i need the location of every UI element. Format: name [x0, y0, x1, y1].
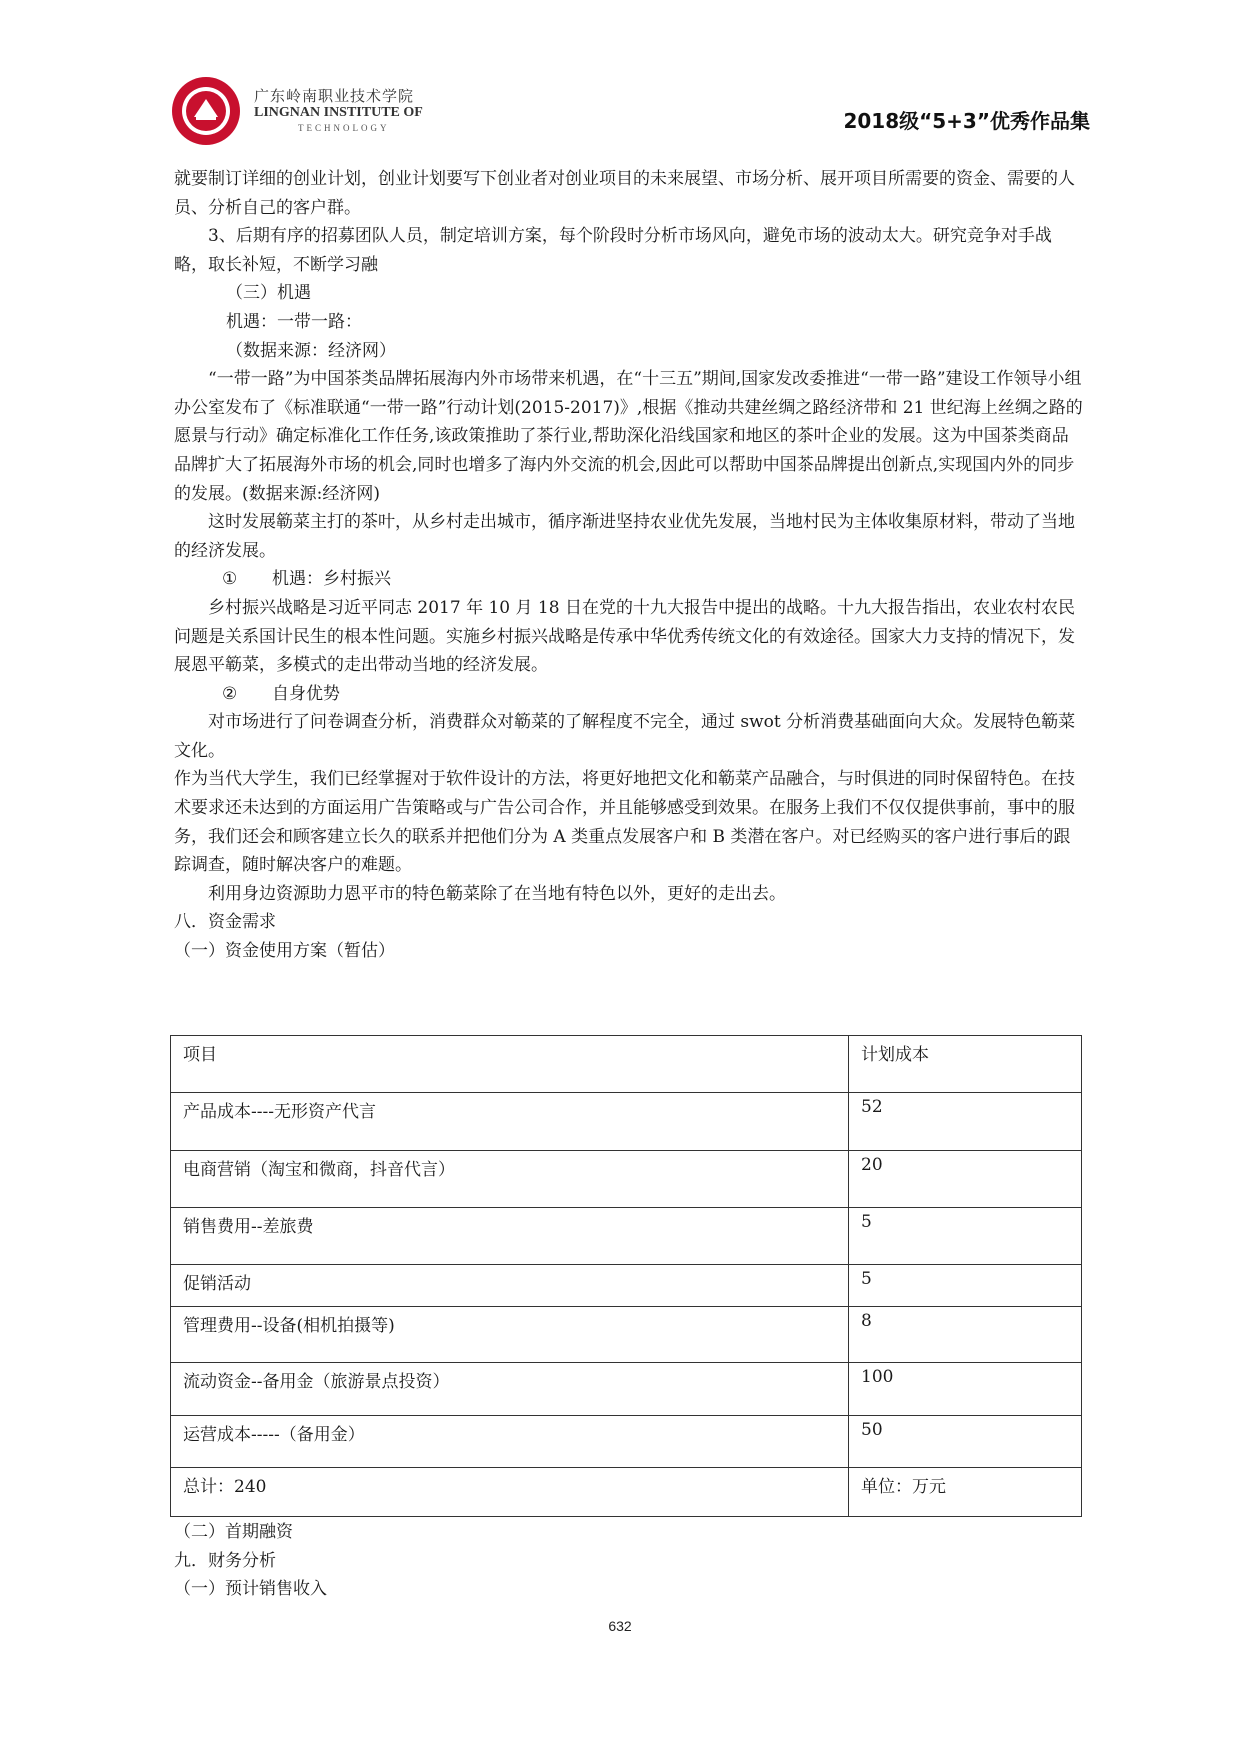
table-row — [171, 1151, 1082, 1208]
page-header — [170, 75, 1090, 145]
paragraph: 对市场进行了问卷调查分析，消费群众对簕菜的了解程度不完全，通过 swot 分析消费基础面向大众。发展特色簕菜文化。 — [174, 712, 1076, 761]
table-cell: 单位：万元 — [849, 1468, 1082, 1517]
table-row — [171, 1307, 1082, 1363]
paragraph: 利用身边资源助力恩平市的特色簕菜除了在当地有特色以外，更好的走出去。 — [208, 883, 786, 904]
school-logo-icon — [170, 75, 242, 147]
table-row — [171, 1265, 1082, 1307]
paragraph: 乡村振兴战略是习近平同志 2017 年 10 月 18 日在党的十九大报告中提出的战略。十九大报告指出，农业农村农民问题是关系国计民生的根本性问题。实施乡村振兴战略是传承中华优秀传统文化的有效途径。国家大力支持的情况下，发展恩平簕菜，多模式的走出带动当地的经济发展。 — [174, 597, 1075, 676]
table-cell: 流动资金--备用金（旅游景点投资） — [171, 1363, 849, 1416]
table-cell: 52 — [849, 1093, 1082, 1151]
numbered-heading — [174, 565, 1084, 594]
table-cell: 运营成本-----（备用金） — [171, 1416, 849, 1468]
table-cell: 5 — [849, 1265, 1082, 1307]
paragraph: 作为当代大学生，我们已经掌握对于软件设计的方法，将更好地把文化和簕菜产品融合，与时俱进的同时保留特色。在技术要求还未达到的方面运用广告策略或与广告公司合作，并且能够感受到效果。在服务上我们不仅仅提供事前，事中的服务，我们还会和顾客建立长久的联系并把他们分为 A 类重点发展客户和 B 类潜在客户。对已经购买的客户进行事后的跟踪调查，随时解决客户的难题。 — [174, 769, 1075, 876]
numbered-heading — [174, 680, 1084, 709]
table-cell: 销售费用--差旅费 — [171, 1208, 849, 1265]
numbered-heading-text: 机遇：乡村振兴 — [272, 569, 391, 590]
section-heading: （二）首期融资 — [174, 1522, 293, 1542]
section-heading: （一）资金使用方案（暂估） — [174, 941, 395, 962]
paragraph: 机遇：一带一路： — [226, 311, 362, 332]
table-cell: 8 — [849, 1307, 1082, 1363]
table-cell: 管理费用--设备(相机拍摄等) — [171, 1307, 849, 1363]
page-number: 632 — [608, 1618, 632, 1634]
circled-number: ② — [222, 683, 238, 704]
body-text — [174, 165, 1084, 966]
table-cell: 50 — [849, 1416, 1082, 1468]
table-row — [171, 1363, 1082, 1416]
after-table-text — [174, 1518, 1074, 1604]
section-heading: （三）机遇 — [226, 283, 311, 304]
table-total-row — [171, 1468, 1082, 1517]
table-cell: 电商营销（淘宝和微商，抖音代言） — [171, 1151, 849, 1208]
school-name-en-line2: TECHNOLOGY — [298, 123, 390, 133]
circled-number: ① — [222, 569, 238, 590]
table-cell: 20 — [849, 1151, 1082, 1208]
table-row — [171, 1093, 1082, 1151]
paragraph: 这时发展簕菜主打的茶叶，从乡村走出城市，循序渐进坚持农业优先发展，当地村民为主体收集原材料，带动了当地的经济发展。 — [174, 512, 1075, 561]
table-header-row — [171, 1036, 1082, 1093]
table-cell: 计划成本 — [849, 1036, 1082, 1093]
school-name-en: LINGNAN INSTITUTE OF — [254, 105, 423, 120]
paragraph: （数据来源：经济网） — [226, 340, 396, 361]
section-heading: 八．资金需求 — [174, 912, 276, 933]
table-row — [171, 1208, 1082, 1265]
school-name-cn: 广东岭南职业技术学院 — [254, 87, 415, 105]
paragraph: 就要制订详细的创业计划，创业计划要写下创业者对创业项目的未来展望、市场分析、展开项目所需要的资金、需要的人员、分析自己的客户群。 — [174, 169, 1075, 218]
table-cell: 促销活动 — [171, 1265, 849, 1307]
funding-table — [170, 1035, 1082, 1517]
section-heading: （一）预计销售收入 — [174, 1579, 327, 1600]
table-cell: 项目 — [171, 1036, 849, 1093]
table-cell: 产品成本----无形资产代言 — [171, 1093, 849, 1151]
numbered-heading-text: 自身优势 — [272, 683, 340, 704]
collection-title: 2018级“5+3”优秀作品集 — [843, 109, 1090, 133]
table-cell: 总计：240 — [171, 1468, 849, 1517]
section-heading: 九．财务分析 — [174, 1550, 276, 1571]
table-row — [171, 1416, 1082, 1468]
paragraph: “一带一路”为中国茶类品牌拓展海内外市场带来机遇，在“十三五”期间,国家发改委推进“一带一路”建设工作领导小组办公室发布了《标准联通“一带一路”行动计划(2015-2017)》,根据《推动共建丝绸之路经济带和 21 世纪海上丝绸之路的愿景与行动》确定标准化工作任务,该政策推助了茶行业,帮助深化沿线国家和地区的茶叶企业的发展。这为中国茶类商品品牌扩大了拓展海外市场的机会,同时也增多了海内外交流的机会,因此可以帮助中国茶品牌提出创新点,实现国内外的同步的发展。(数据来源:经济网) — [174, 369, 1083, 504]
table-cell: 5 — [849, 1208, 1082, 1265]
table-cell: 100 — [849, 1363, 1082, 1416]
paragraph: 3、后期有序的招募团队人员，制定培训方案，每个阶段时分析市场风向，避免市场的波动太大。研究竞争对手战略，取长补短，不断学习融 — [174, 226, 1052, 275]
